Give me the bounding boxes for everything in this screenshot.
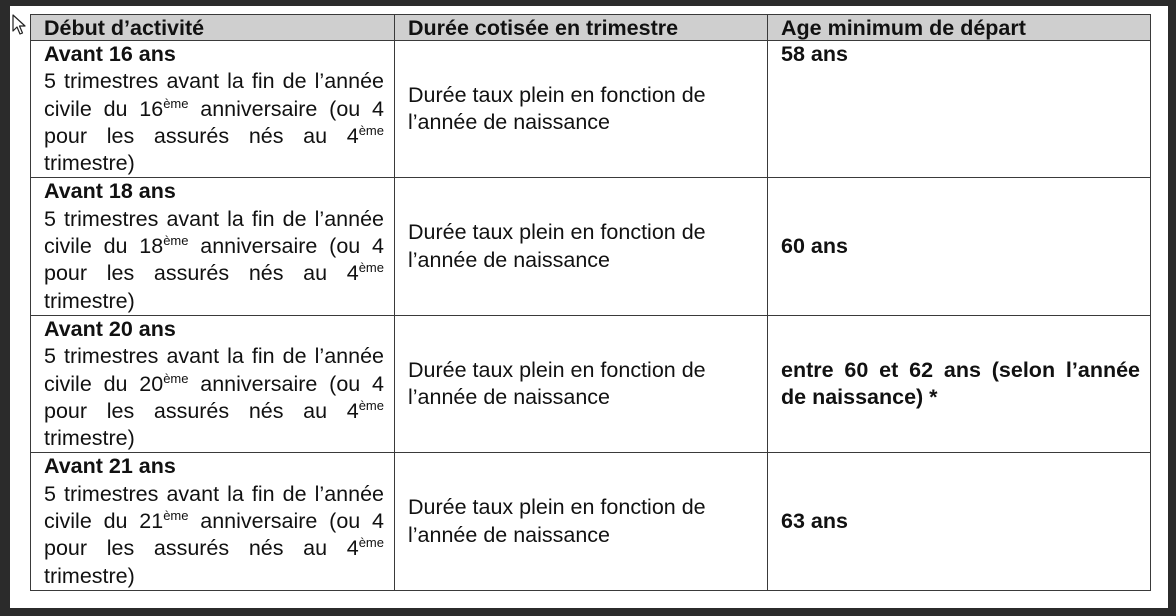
start-age-label: Avant 18 ans	[44, 179, 176, 204]
header-contribution-duration: Durée cotisée en trimestre	[395, 15, 768, 41]
table-row	[31, 41, 1151, 178]
ordinal-suffix: ème	[358, 397, 384, 413]
duration-cell: Durée taux plein en fonction de l’année de naissance	[395, 41, 768, 178]
start-condition-text	[44, 68, 384, 177]
minimum-age-cell: 63 ans	[768, 453, 1151, 590]
condition-text-c: trimestre)	[44, 288, 135, 313]
condition-text-c: trimestre)	[44, 151, 135, 176]
start-age-label: Avant 20 ans	[44, 316, 176, 341]
condition-text-c: trimestre)	[44, 563, 135, 588]
start-activity-cell	[31, 178, 395, 315]
start-condition-text	[44, 481, 384, 590]
condition-text-b: anniversaire (ou 4 pour les assurés nés au 4	[44, 234, 384, 286]
document-page	[10, 6, 1168, 608]
duration-cell: Durée taux plein en fonction de l’année de naissance	[395, 315, 768, 452]
start-activity-cell	[31, 41, 395, 178]
header-start-activity: Début d’activité	[31, 15, 395, 41]
condition-text-a: 5 trimestres avant la fin de l’année civile du 16	[44, 69, 384, 121]
minimum-age-cell: 60 ans	[768, 178, 1151, 315]
ordinal-suffix: ème	[358, 122, 384, 138]
table-header-row	[31, 15, 1151, 41]
duration-cell: Durée taux plein en fonction de l’année de naissance	[395, 453, 768, 590]
condition-text-a: 5 trimestres avant la fin de l’année civile du 18	[44, 206, 384, 259]
start-age-label: Avant 16 ans	[44, 42, 176, 66]
start-activity-cell	[31, 453, 395, 590]
table-row	[31, 315, 1151, 452]
condition-text-a: 5 trimestres avant la fin de l’année civile du 21	[44, 481, 384, 534]
start-activity-cell	[31, 315, 395, 452]
condition-text-b: anniversaire (ou 4 pour les assurés nés au 4	[44, 509, 384, 561]
minimum-age-cell: 58 ans	[768, 41, 1151, 178]
condition-text-b: anniversaire (ou 4 pour les assurés nés au 4	[44, 371, 384, 423]
start-condition-text	[44, 343, 384, 452]
start-condition-text	[44, 206, 384, 315]
table-row	[31, 178, 1151, 315]
mouse-pointer-icon	[12, 14, 26, 36]
ordinal-suffix: ème	[358, 260, 384, 276]
start-age-label: Avant 21 ans	[44, 454, 176, 479]
retirement-table	[30, 14, 1151, 591]
ordinal-suffix: ème	[358, 535, 384, 551]
ordinal-suffix: ème	[163, 95, 189, 111]
condition-text-b: anniversaire (ou 4 pour les assurés nés au 4	[44, 96, 384, 148]
ordinal-suffix: ème	[163, 508, 189, 524]
ordinal-suffix: ème	[163, 370, 189, 386]
header-minimum-age: Age minimum de départ	[768, 15, 1151, 41]
condition-text-a: 5 trimestres avant la fin de l’année civile du 20	[44, 344, 384, 396]
minimum-age-cell: entre 60 et 62 ans (selon l’année de naissance) *	[768, 315, 1151, 452]
table-row	[31, 453, 1151, 590]
duration-cell: Durée taux plein en fonction de l’année de naissance	[395, 178, 768, 315]
condition-text-c: trimestre)	[44, 426, 135, 451]
ordinal-suffix: ème	[163, 233, 189, 249]
